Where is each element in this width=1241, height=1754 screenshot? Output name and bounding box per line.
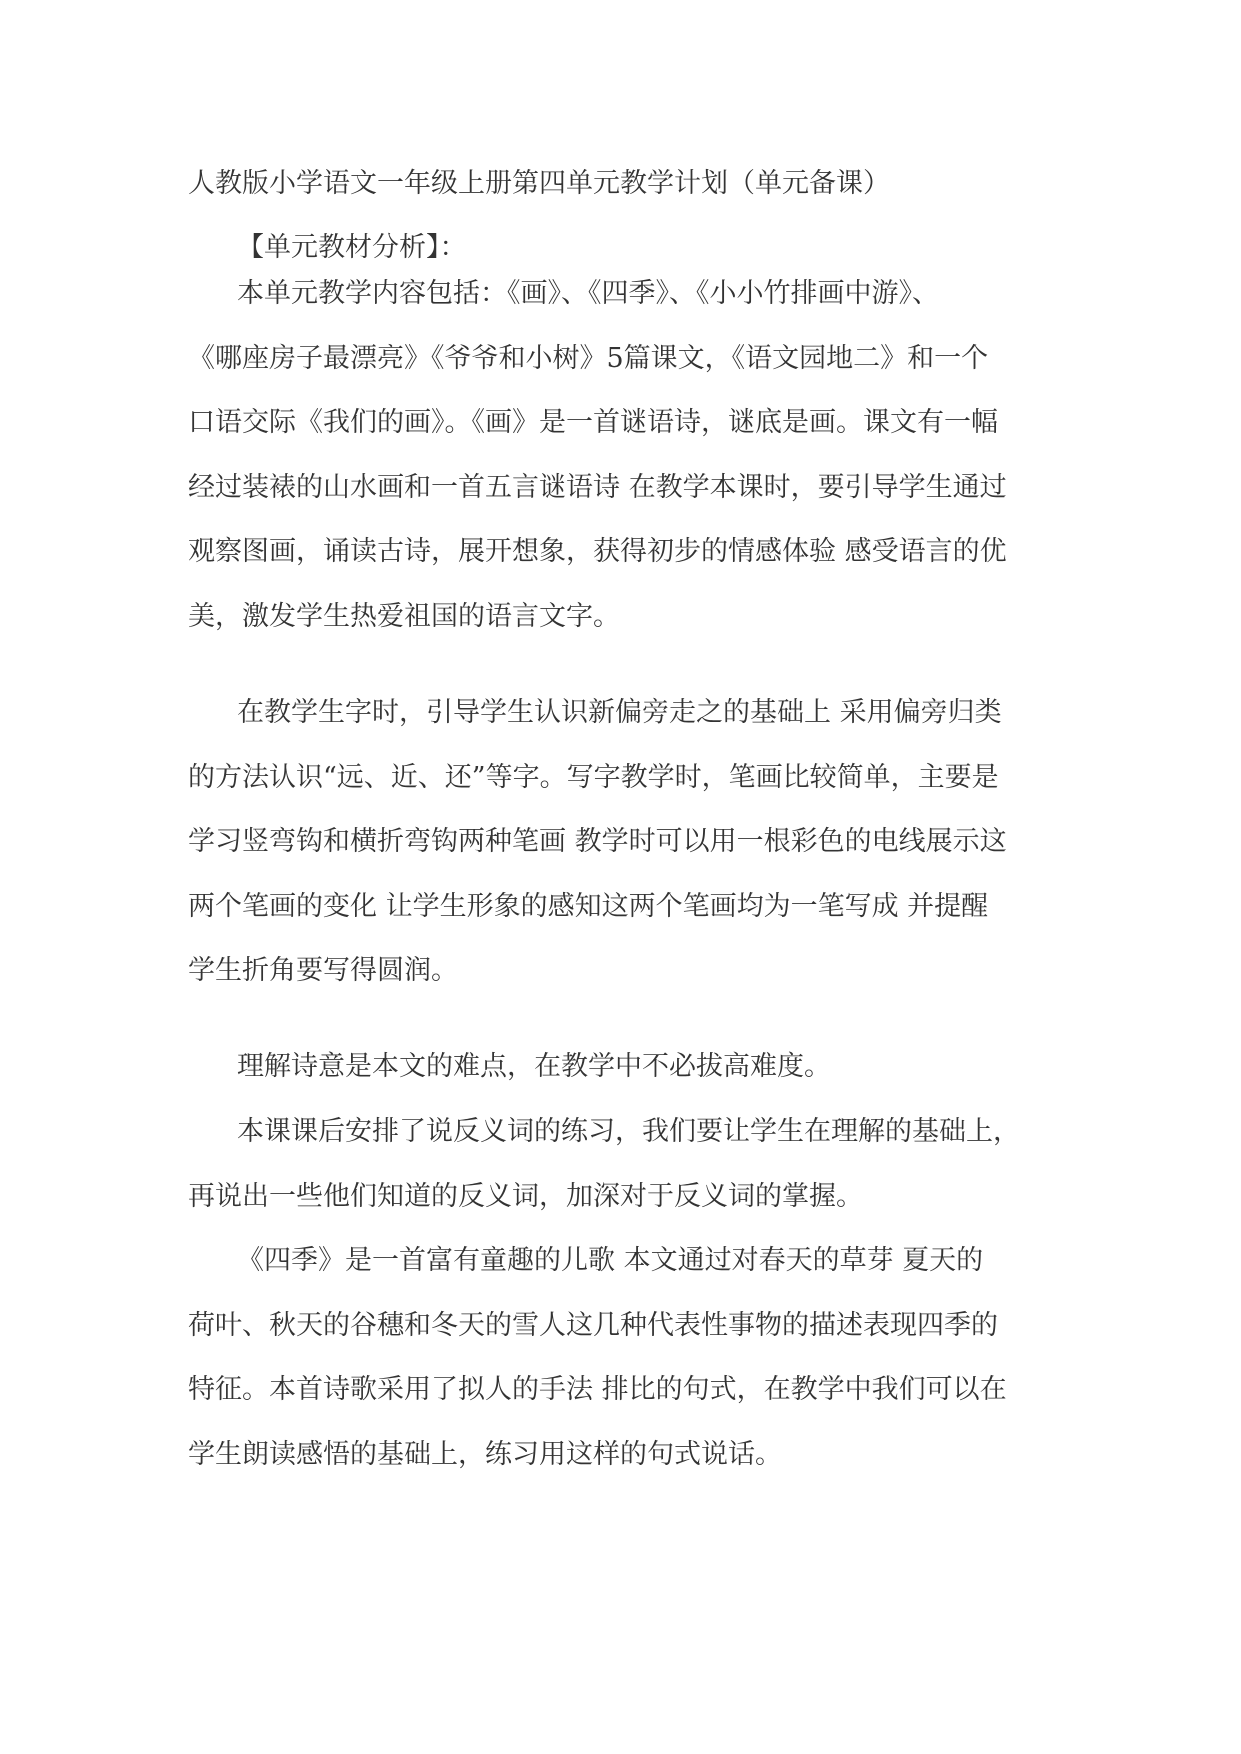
paragraph-line: 学生朗读感悟的基础上，练习用这样的句式说话。 [188,1438,782,1470]
paragraph-3 [188,1035,1068,1100]
paragraph-line: 《四季》是一首富有童趣的儿歌 本文通过对春天的草芽 夏天的 [237,1245,984,1276]
paragraph-line: 本课课后安排了说反义词的练习，我们要让学生在理解的基础上， [237,1116,1020,1147]
paragraph-line: 观察图画，诵读古诗，展开想象，获得初步的情感体验 感受语言的优 [188,536,1007,567]
paragraph-line: 《哪座房子最漂亮》《爷爷和小树》5篇课文，《语文园地二》和一个 [188,342,989,374]
paragraph-line: 学习竖弯钩和横折弯钩两种笔画 教学时可以用一根彩色的电线展示这 [188,826,1007,857]
paragraph-line: 经过装裱的山水画和一首五言谜语诗 在教学本课时，要引导学生通过 [188,471,1007,503]
paragraph-line: 荷叶、秋天的谷穗和冬天的雪人这几种代表性事物的描述表现四季的 [188,1309,998,1341]
paragraph-line: 美，激发学生热爱祖国的语言文字。 [188,600,620,632]
section-heading: 【单元教材分析】： [237,232,467,263]
paragraph-5 [188,1229,1068,1487]
paragraph-line: 学生折角要写得圆润。 [188,955,458,986]
document-title: 人教版小学语文一年级上册第四单元教学计划（单元备课） [188,168,890,199]
paragraph-line: 两个笔画的变化 让学生形象的感知这两个笔画均为一笔写成 并提醒 [188,890,989,922]
paragraph-line: 口语交际《我们的画》。《画》是一首谜语诗，谜底是画。课文有一幅 [188,407,998,438]
paragraph-line: 本单元教学内容包括：《画》、《四季》、《小小竹排画中游》、 [237,278,939,309]
paragraph-line: 特征。本首诗歌采用了拟人的手法 排比的句式，在教学中我们可以在 [188,1374,1007,1405]
paragraph-line: 的方法认识“远、近、还”等字。写字教学时，笔画比较简单，主要是 [188,761,999,793]
paragraph-2 [188,681,1068,1004]
paragraph-line: 在教学生字时，引导学生认识新偏旁走之的基础上 采用偏旁归类 [237,697,1002,728]
paragraph-line: 理解诗意是本文的难点，在教学中不必拔高难度。 [237,1051,831,1082]
paragraph-1 [188,262,1068,649]
paragraph-4 [188,1100,1068,1229]
paragraph-line: 再说出一些他们知道的反义词，加深对于反义词的掌握。 [188,1180,863,1212]
